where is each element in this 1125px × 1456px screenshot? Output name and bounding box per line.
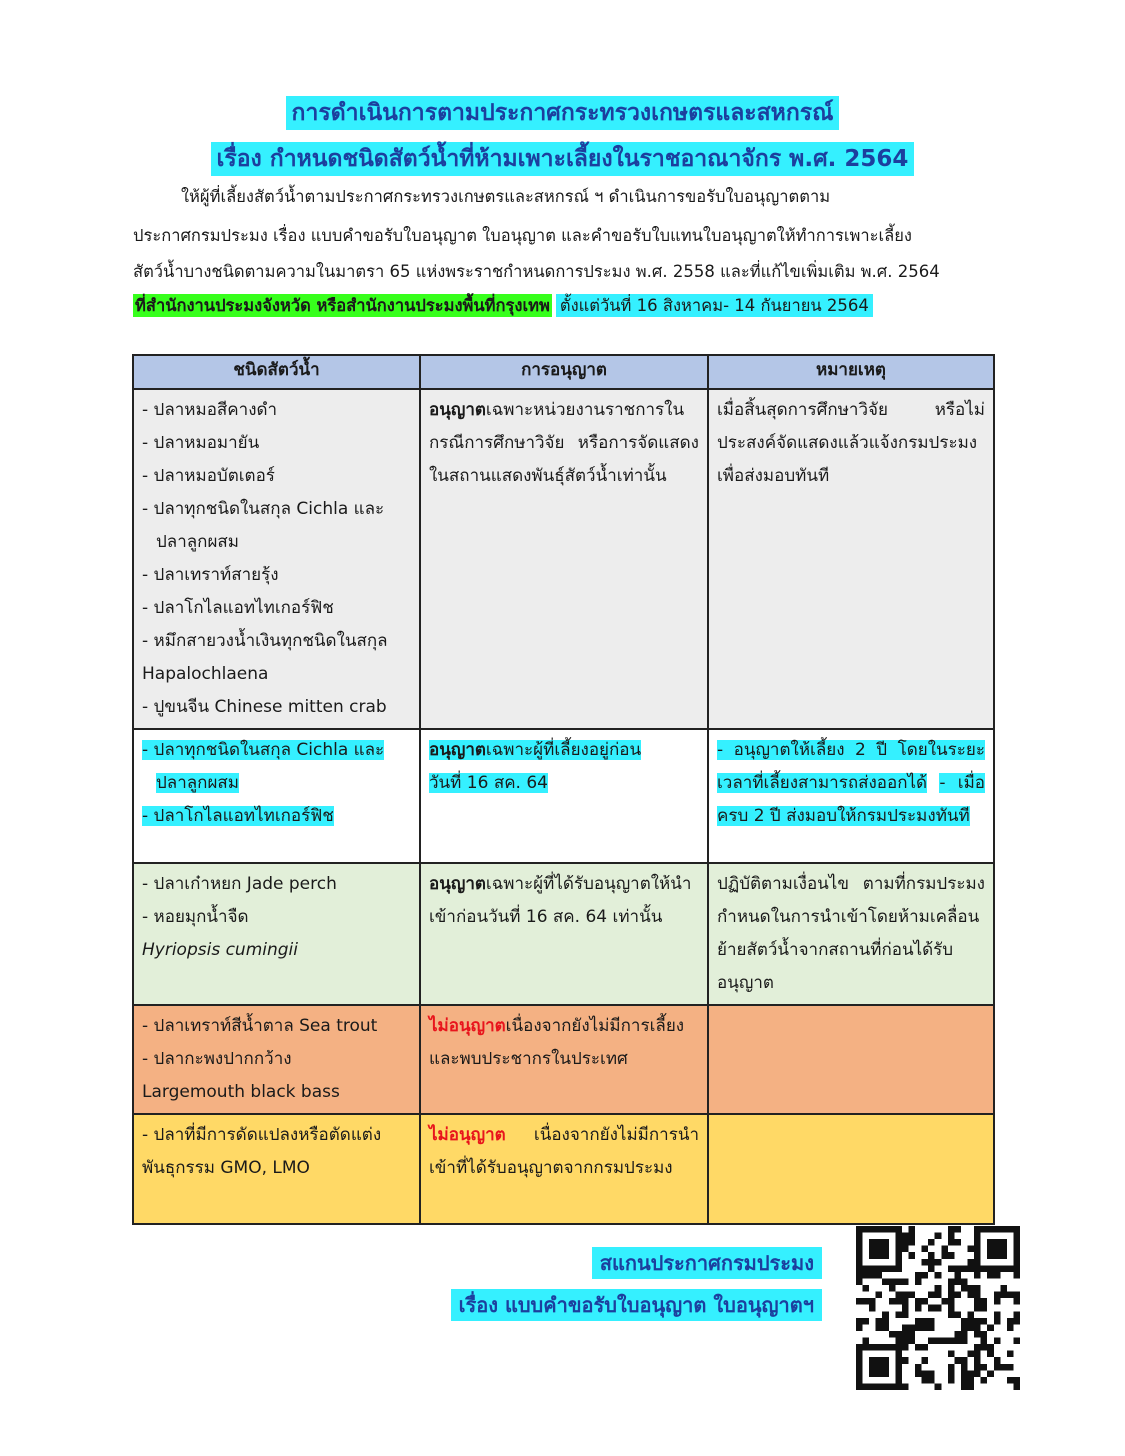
list-item: - ปลาหมอมายัน <box>142 433 260 453</box>
header-permit: การอนุญาต <box>420 355 708 389</box>
permit-text: เฉพาะผู้ที่ได้รับอนุญาตให้นำเข้าก่อนวันที่ 16 สค. 64 เท่านั้น <box>429 874 692 927</box>
permit-cell <box>420 729 708 863</box>
list-item: - ปลาเทราท์สายรุ้ง <box>142 565 279 585</box>
header-note: หมายเหตุ <box>708 355 994 389</box>
permit-text: เฉพาะหน่วยงานราชการในกรณีการศึกษาวิจัย หรือการจัดแสดงในสถานแสดงพันธุ์สัตว์น้ำเท่านั้น <box>429 400 699 486</box>
list-item: - ปลาโกไลแอทไทเกอร์ฟิช <box>142 806 334 826</box>
list-item: - ปลาทุกชนิดในสกุล Cichla และ <box>142 499 385 519</box>
list-item: - ปลาโกไลแอทไทเกอร์ฟิช <box>142 598 334 618</box>
species-permit-table <box>132 354 995 1225</box>
species-cell <box>133 1114 420 1224</box>
title-line-1: การดำเนินการตามประกาศกระทรวงเกษตรและสหกรณ์ <box>0 95 1125 131</box>
table-row <box>133 863 994 1005</box>
list-item: - ปลาหมอบัตเตอร์ <box>142 466 275 486</box>
permit-text: เนื่องจากยังไม่มีการนำเข้าที่ได้รับอนุญาตจากกรมประมง <box>429 1125 699 1178</box>
list-item: พันธุกรรม GMO, LMO <box>142 1158 310 1178</box>
title-line-2: เรื่อง กำหนดชนิดสัตว์น้ำที่ห้ามเพาะเลี้ยงในราชอาณาจักร พ.ศ. 2564 <box>0 141 1125 177</box>
list-item: ปลาลูกผสม <box>156 773 240 793</box>
list-item: - หอยมุกน้ำจืด <box>142 907 249 927</box>
note-cell: ปฏิบัติตามเงื่อนไข ตามที่กรมประมงกำหนดในการนำเข้าโดยห้ามเคลื่อนย้ายสัตว์น้ำจากสถานที่ก่อนได้รับอนุญาต <box>708 863 994 1005</box>
list-item: - ปลาเทราท์สีน้ำตาล Sea trout <box>142 1016 378 1036</box>
header-species: ชนิดสัตว์น้ำ <box>133 355 420 389</box>
scan-caption-1: สแกนประกาศกรมประมง <box>592 1247 822 1279</box>
list-item: - ปลาที่มีการดัดแปลงหรือตัดแต่ง <box>142 1125 382 1145</box>
permit-status: อนุญาต <box>429 400 486 420</box>
permit-cell <box>420 389 708 729</box>
species-cell <box>133 863 420 1005</box>
note-line-1: - อนุญาตให้เลี้ยง 2 ปี โดยในระยะเวลาที่เลี้ยงสามารถส่งออกได้ <box>717 740 985 793</box>
permit-cell <box>420 863 708 1005</box>
list-item: Largemouth black bass <box>142 1082 340 1102</box>
note-cell: เมื่อสิ้นสุดการศึกษาวิจัย หรือไม่ประสงค์จัดแสดงแล้วแจ้งกรมประมงเพื่อส่งมอบทันที <box>708 389 994 729</box>
species-cell <box>133 1005 420 1114</box>
permit-text: เฉพาะผู้ที่เลี้ยงอยู่ก่อน <box>485 740 642 760</box>
intro-line-3: สัตว์น้ำบางชนิดตามความในมาตรา 65 แห่งพระราชกำหนดการประมง พ.ศ. 2558 และที่แก้ไขเพิ่มเติม พ.ศ. 2564 <box>133 262 940 281</box>
registration-place: ที่สำนักงานประมงจังหวัด หรือสำนักงานประมงพื้นที่กรุงเทพ <box>135 296 550 315</box>
list-item: Hapalochlaena <box>142 664 269 684</box>
list-item: - ปลาเก๋าหยก Jade perch <box>142 874 337 894</box>
permit-text: เนื่องจากยังไม่มีการเลี้ยง และพบประชากรในประเทศ <box>429 1016 685 1069</box>
table-row <box>133 389 994 729</box>
note-cell <box>708 1005 994 1114</box>
list-item: Hyriopsis cumingii <box>142 940 299 960</box>
permit-status: อนุญาต <box>429 740 486 760</box>
permit-status: ไม่อนุญาต <box>429 1125 506 1145</box>
permit-cell <box>420 1005 708 1114</box>
species-cell <box>133 729 420 863</box>
list-item: - ปลาหมอสีคางดำ <box>142 400 278 420</box>
registration-dates: ตั้งแต่วันที่ 16 สิงหาคม- 14 กันยายน 2564 <box>556 294 873 317</box>
note-line-2: - เมื่อครบ 2 ปี ส่งมอบให้กรมประมงทันที <box>717 773 986 826</box>
intro-line-2: ประกาศกรมประมง เรื่อง แบบคำขอรับใบอนุญาต ใบอนุญาต และคำขอรับใบแทนใบอนุญาตให้ทำการเพาะเลี้ยง <box>133 226 912 245</box>
scan-caption-2: เรื่อง แบบคำขอรับใบอนุญาต ใบอนุญาตฯ <box>451 1289 822 1321</box>
table-header-row <box>133 355 994 389</box>
table-row <box>133 1114 994 1224</box>
list-item: ปลาลูกผสม <box>156 532 240 552</box>
list-item: - ปูขนจีน Chinese mitten crab <box>142 697 387 717</box>
list-item: - ปลากะพงปากกว้าง <box>142 1049 292 1069</box>
species-cell <box>133 389 420 729</box>
permit-cell <box>420 1114 708 1224</box>
permit-status: ไม่อนุญาต <box>429 1016 506 1036</box>
note-cell <box>708 1114 994 1224</box>
intro-line-4 <box>133 296 995 316</box>
list-item: - ปลาทุกชนิดในสกุล Cichla และ <box>142 740 385 760</box>
permit-text-2: วันที่ 16 สค. 64 <box>429 773 548 793</box>
qr-code-icon[interactable] <box>856 1226 1020 1390</box>
table-row <box>133 1005 994 1114</box>
table-row <box>133 729 994 863</box>
intro-line-1: ให้ผู้ที่เลี้ยงสัตว์น้ำตามประกาศกระทรวงเกษตรและสหกรณ์ ฯ ดำเนินการขอรับใบอนุญาตตาม <box>181 187 831 206</box>
permit-status: อนุญาต <box>429 874 486 894</box>
note-cell <box>708 729 994 863</box>
list-item: - หมึกสายวงน้ำเงินทุกชนิดในสกุล <box>142 631 388 651</box>
